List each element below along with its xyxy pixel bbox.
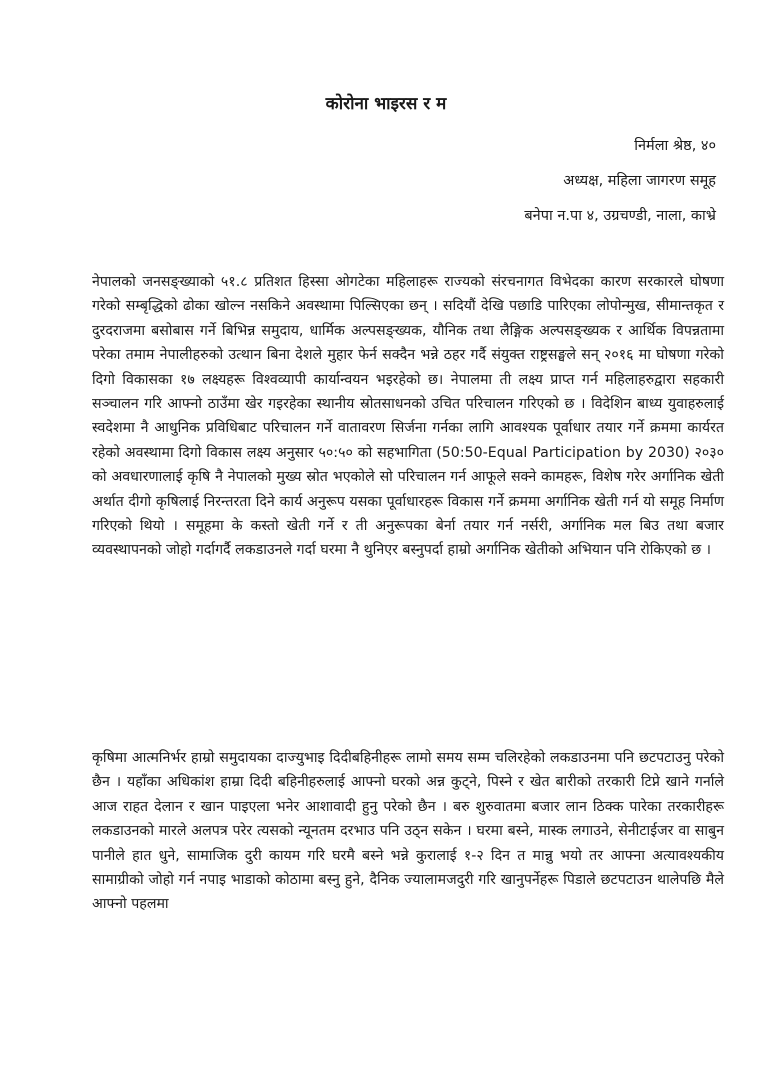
document-title: कोरोना भाइरस र म — [325, 94, 447, 114]
body-paragraph-2: कृषिमा आत्मनिर्भर हाम्रो समुदायका दाज्युभाइ दिदीबहिनीहरू लामो समय सम्म चलिरहेको लकडाउनमा पनि छटपटाउनु परेको छैन । यहाँका अधिकांश हाम्रा दिदी बहिनीहरुलाई आफ्नो घरको अन्न कुट्ने, पिस्ने र खेत बारीको तरकारी टिप्ने खाने गर्नाले आज राहत देलान र खान पाइएला भनेर आशावादी हुनु परेको छैन । बरु शुरुवातमा बजार लान ठिक्क पारेका तरकारीहरू लकडाउनको मारले अलपत्र परेर त्यसको न्यूनतम दरभाउ पनि उठ्न सकेन । घरमा बस्ने, मास्क लगाउने, सेनीटाईजर वा साबुन पानीले हात धुने, सामाजिक दुरी कायम गरि घरमै बस्ने भन्ने कुरालाई १-२ दिन त मान्नु भयो तर आफ्ना अत्यावश्यकीय सामाग्रीको जोहो गर्न नपाइ भाडाको कोठामा बस्नु हुने, दैनिक ज्यालामजदुरी गरि खानुपर्नेहरू पिडाले छटपटाउन थालेपछि मैले आफ्नो पहलमा — [92, 750, 724, 913]
body-paragraph-1: नेपालको जनसङ्ख्याको ५१.८ प्रतिशत हिस्सा ओगटेका महिलाहरू राज्यको संरचनागत विभेदका कारण सरकारले घोषणा गरेको सम्बृद्धिको ढोका खोल्न नसकिने अवस्थामा पिल्सिएका छन् । सदियौं देखि पछाडि पारिएका लोपोन्मुख, सीमान्तकृत र दुरदराजमा बसोबास गर्ने बिभिन्न समुदाय, धार्मिक अल्पसङ्ख्यक, यौनिक तथा लैङ्गिक अल्पसङ्ख्यक र आर्थिक विपन्नतामा परेका तमाम नेपालीहरुको उत्थान बिना देशले मुहार फेर्न सक्दैन भन्ने ठहर गर्दै संयुक्त राष्ट्रसङ्घले सन् २०१६ मा घोषणा गरेको दिगो विकासका १७ लक्ष्यहरू विश्वव्यापी कार्यान्वयन भइरहेको छ। नेपालमा ती लक्ष्य प्राप्त गर्न महिलाहरुद्वारा सहकारी सञ्चालन गरि आफ्नो ठाउँमा खेर गइरहेका स्थानीय स्रोतसाधनको उचित परिचालन गरिएको छ । विदेशिन बाध्य युवाहरुलाई स्वदेशमा नै आधुनिक प्रविधिबाट परिचालन गर्ने वातावरण सिर्जना गर्नका लागि आवश्यक पूर्वाधार तयार गर्ने क्रममा कार्यरत रहेको अवस्थामा दिगो विकास लक्ष्य अनुसार ५०:५० को सहभागिता (50:50-Equal Participation by 2030) २०३० को अवधारणालाई कृषि नै नेपालको मुख्य स्रोत भएकोले सो परिचालन गर्न आफूले सक्ने कामहरू, विशेष गरेर अर्गानिक खेती अर्थात दीगो कृषिलाई निरन्तरता दिने कार्य अनुरूप यसका पूर्वाधारहरू विकास गर्ने क्रममा अर्गानिक खेती गर्न यो समूह निर्माण गरिएको थियो । समूहमा के कस्तो खेती गर्ने र ती अनुरूपका बेर्ना तयार गर्न नर्सरी, अर्गानिक मल बिउ तथा बजार व्यवस्थापनको जोहो गर्दागर्दै लकडाउनले गर्दा घरमा नै थुनिएर बस्नुपर्दा हाम्रो अर्गानिक खेतीको अभियान पनि रोकिएको छ । — [92, 274, 724, 559]
author-position: अध्यक्ष, महिला जागरण समूह — [563, 173, 716, 189]
author-address: बनेपा न.पा ४, उग्रचण्डी, नाला, काभ्रे — [524, 208, 716, 224]
author-name-age: निर्मला श्रेष्ठ, ४० — [634, 138, 716, 154]
author-block — [524, 134, 716, 239]
